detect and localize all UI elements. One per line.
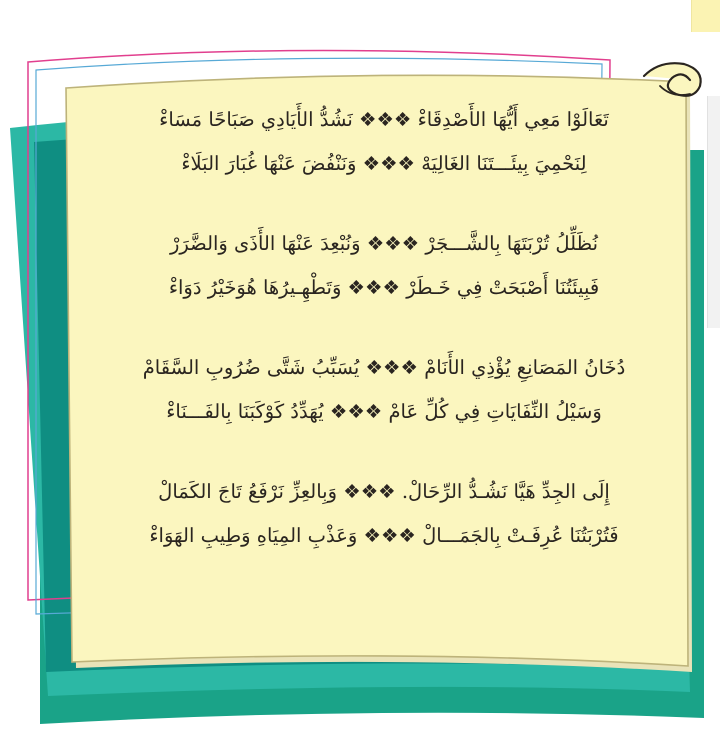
stanza-2 <box>76 222 692 310</box>
poem-line: نُظَلِّلُ تُرْبَتَهَا بِالشَّـــجَرْ ❖❖❖ وَنُبْعِدَ عَنْهَا الأَذَى وَالضَّرَرْ <box>169 232 599 255</box>
stanza-3 <box>76 346 692 434</box>
poem-line: دُخَانُ المَصَانِعِ يُؤْذِي الأَنَامْ ❖❖❖ يُسَبِّبُ شَتَّى ضُرُوبِ السَّقَامْ <box>142 356 626 379</box>
stanza-1 <box>76 98 692 186</box>
stanza-4 <box>76 470 692 558</box>
poem-line: إِلَى الجِدِّ هَيَّا نَشُـدُّ الرِّحَالْ. ❖❖❖ وَبِالعِزِّ نَرْفَعُ تَاجَ الكَمَالْ <box>158 480 610 503</box>
poem-line: تَعَالَوْا مَعِي أَيُّهَا الأَصْدِقَاءْ ❖❖❖ نَشُدُّ الأَيَادِي صَبَاحًا مَسَاءْ <box>159 108 609 131</box>
poem-line: وَسَيْلُ النِّفَايَاتِ فِي كُلِّ عَامْ ❖❖❖ يُهَدِّدُ كَوْكَبَنَا بِالفَـــنَاءْ <box>166 400 602 423</box>
poem-text <box>76 98 692 658</box>
poem-line: لِنَحْمِيَ بِيئَـــتَنَا الغَالِيَهْ ❖❖❖ وَنَنْفُضَ عَنْهَا غُبَارَ البَلَاءْ <box>181 152 587 175</box>
poem-line: فَتُرْبَتُنَا عُرِفَـتْ بِالجَمَـــالْ ❖❖❖ وَعَذْبِ المِيَاهِ وَطِيبِ الهَوَاءْ <box>149 524 619 547</box>
poem-line: فَبِيئَتُنَا أَصْبَحَتْ فِي خَـطَرْ ❖❖❖ وَتَطْهِـيرُهَا هُوَخَيْرُ دَوَاءْ <box>168 276 600 299</box>
